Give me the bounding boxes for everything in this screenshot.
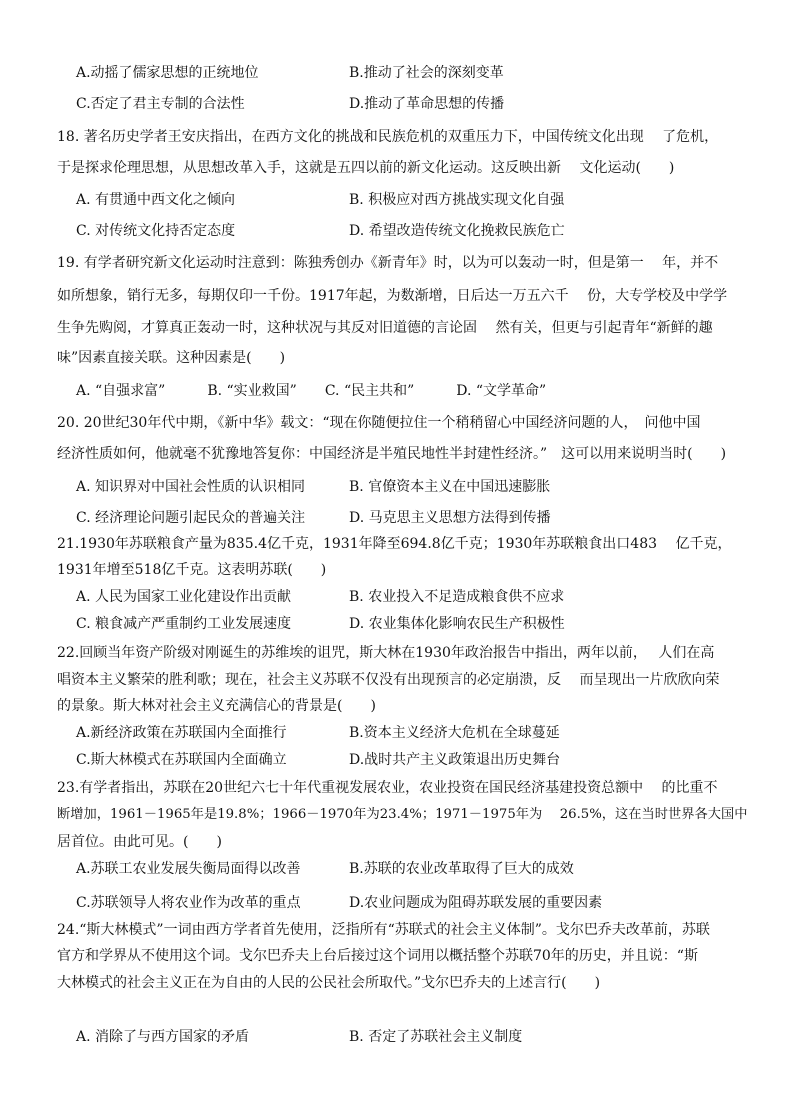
- q23-stem-line-2: 断增加，1961－1965年是19.8%；1966－1970年为23.4%；1971－1975年为 26.5%，这在当时世界各大国中: [57, 807, 748, 822]
- q23-option-a: A.苏联工农业发展失衡局面得以改善: [76, 861, 301, 877]
- q18-option-c: C. 对传统文化持否定态度: [76, 223, 236, 239]
- q18-stem-line-1: 18. 著名历史学者王安庆指出，在西方文化的挑战和民族危机的双重压力下，中国传统文化出现 了危机，: [57, 129, 719, 145]
- q22-option-d: D.战时共产主义政策退出历史舞台: [349, 752, 561, 768]
- q24-option-b: B. 否定了苏联社会主义制度: [349, 1029, 523, 1045]
- q21-option-b: B. 农业投入不足造成粮食供不应求: [349, 589, 565, 605]
- q23-option-b: B.苏联的农业改革取得了巨大的成效: [349, 861, 574, 877]
- q19-stem-line-1: 19. 有学者研究新文化运动时注意到：陈独秀创办《新青年》时，以为可以轰动一时，但是第一 年，并不: [57, 255, 719, 271]
- q17-option-a: A.动摇了儒家思想的正统地位: [76, 65, 259, 81]
- q18-option-a: A. 有贯通中西文化之倾向: [76, 192, 236, 208]
- q17-option-b: B.推动了社会的深刻变革: [349, 65, 504, 81]
- q24-stem-line-1: 24.“斯大林模式”一词由西方学者首先使用，泛指所有“苏联式的社会主义体制”。戈尔巴乔夫改革前，苏联: [57, 922, 710, 938]
- q20-option-c: C. 经济理论问题引起民众的普遍关注: [76, 510, 306, 526]
- q18-option-d: D. 希望改造传统文化挽救民族危亡: [349, 223, 565, 239]
- q24-stem-line-2: 官方和学界从不使用这个词。戈尔巴乔夫上台后接过这个词用以概括整个苏联70年的历史，并且说：“斯: [57, 948, 698, 964]
- q22-option-a: A.新经济政策在苏联国内全面推行: [76, 725, 287, 741]
- q19-stem-line-3: 生争先购阅，才算真正轰动一时，这种状况与其反对旧道德的言论固 然有关，但更与引起青年“新鲜的趣: [57, 320, 713, 336]
- q22-option-b: B.资本主义经济大危机在全球蔓延: [349, 725, 560, 741]
- q20-option-a: A. 知识界对中国社会性质的认识相同: [76, 479, 306, 495]
- q17-option-d: D.推动了革命思想的传播: [349, 96, 505, 112]
- q23-option-d: D.农业问题成为阻碍苏联发展的重要因素: [349, 895, 603, 911]
- q22-stem-line-1: 22.回顾当年资产阶级对刚诞生的苏维埃的诅咒，斯大林在1930年政治报告中指出，两年以前， 人们在高: [57, 645, 715, 661]
- q21-option-d: D. 农业集体化影响农民生产积极性: [349, 616, 565, 632]
- q20-stem-line-2: 经济性质如何，他就毫不犹豫地答复你：中国经济是半殖民地性半封建性经济。” 这可以用来说明当时( ): [57, 446, 727, 462]
- q19-stem-line-2: 如所想象，销行无多，每期仅印一千份。1917年起，为数渐增，日后达一万五六千 份，大专学校及中学学: [57, 288, 728, 304]
- q24-option-a: A. 消除了与西方国家的矛盾: [76, 1029, 250, 1045]
- q18-stem-line-2: 于是探求伦理思想，从思想改革入手，这就是五四以前的新文化运动。这反映出新 文化运动( ): [57, 160, 675, 176]
- q23-stem-line-3: 居首位。由此可见。( ): [57, 834, 222, 850]
- q20-stem-line-1: 20. 20世纪30年代中期，《新中华》载文：“现在你随便拉住一个稍稍留心中国经济问题的人， 问他中国: [57, 415, 701, 431]
- q24-stem-line-3: 大林模式的社会主义正在为自由的人民的公民社会所取代。”戈尔巴乔夫的上述言行( ): [57, 975, 601, 991]
- q21-stem-line-1: 21.1930年苏联粮食产量为835.4亿千克，1931年降至694.8亿千克；1930年苏联粮食出口483 亿千克，: [57, 536, 732, 552]
- q21-option-a: A. 人民为国家工业化建设作出贡献: [76, 589, 292, 605]
- q20-option-d: D. 马克思主义思想方法得到传播: [349, 510, 551, 526]
- q22-stem-line-2: 唱资本主义繁荣的胜利歌；现在，社会主义苏联不仅没有出现预言的必定崩溃，反 而呈现出一片欣欣向荣: [57, 672, 720, 688]
- q23-stem-line-1: 23.有学者指出，苏联在20世纪六七十年代重视发展农业，农业投资在国民经济基建投资总额中 的比重不: [57, 780, 718, 796]
- q21-option-c: C. 粮食减产严重制约工业发展速度: [76, 616, 292, 632]
- q19-options: A. “自强求富” B. “实业救国” C. “民主共和” D. “文学革命”: [76, 383, 547, 399]
- q22-option-c: C.斯大林模式在苏联国内全面确立: [76, 752, 287, 768]
- q20-option-b: B. 官僚资本主义在中国迅速膨胀: [349, 479, 551, 495]
- q22-stem-line-3: 的景象。斯大林对社会主义充满信心的背景是( ): [57, 698, 376, 714]
- q21-stem-line-2: 1931年增至518亿千克。这表明苏联( ): [57, 562, 327, 578]
- q18-option-b: B. 积极应对西方挑战实现文化自强: [349, 192, 565, 208]
- q17-option-c: C.否定了君主专制的合法性: [76, 96, 245, 112]
- q23-option-c: C.苏联领导人将农业作为改革的重点: [76, 895, 301, 911]
- q19-stem-line-4: 味”因素直接关联。这种因素是( ): [57, 350, 286, 366]
